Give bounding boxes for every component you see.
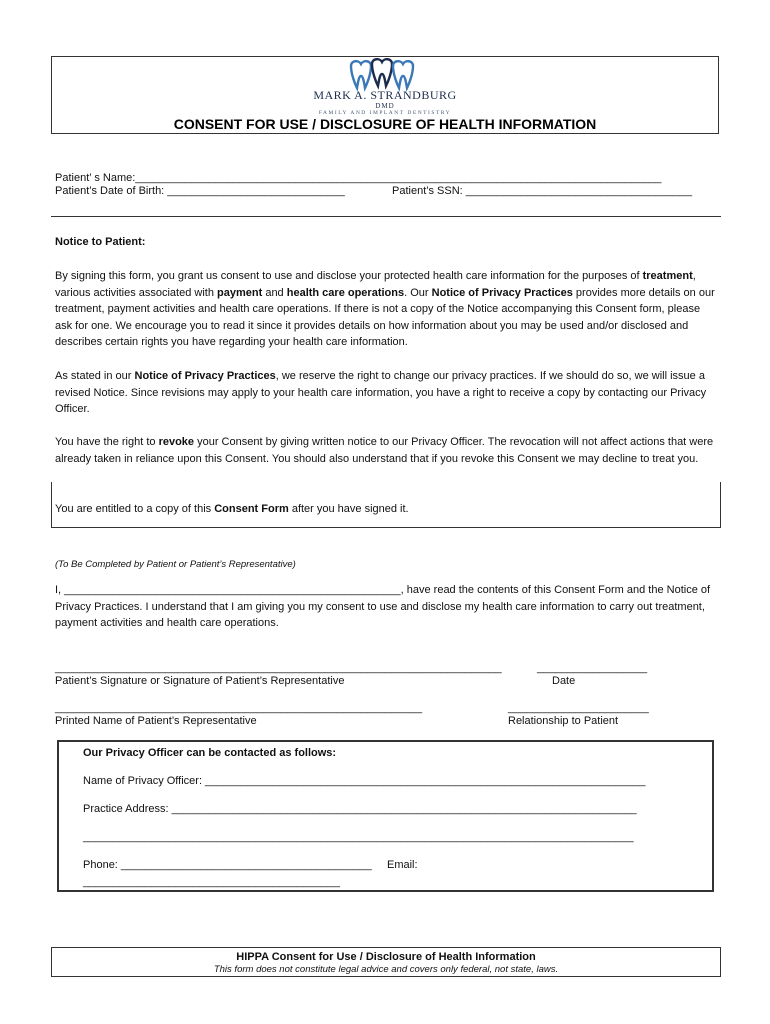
completion-instruction: (To Be Completed by Patient or Patient’s Representative) <box>55 559 296 570</box>
practice-logo <box>300 58 470 116</box>
email-field[interactable]: __________________________________________ <box>83 876 340 888</box>
privacy-officer-heading: Our Privacy Officer can be contacted as follows: <box>83 747 337 759</box>
printed-name-line[interactable]: ____________________________________________________________ <box>55 702 423 714</box>
bold-term: payment <box>217 286 263 299</box>
text-run: after you have signed it. <box>288 503 409 515</box>
signature-line[interactable]: _________________________________________________________________________ <box>55 662 502 674</box>
practice-address-field[interactable]: Practice Address: ____________________________________________________________________________ <box>83 803 637 815</box>
notice-paragraph-4 <box>55 501 720 518</box>
footer-title: HIPPA Consent for Use / Disclosure of Health Information <box>236 951 536 963</box>
text-run: , various activities associated with <box>55 270 696 299</box>
text-run: By signing this form, you grant us consent to use and disclose your protected health care information for the purposes of <box>55 270 643 282</box>
date-label: Date <box>552 675 576 687</box>
privacy-officer-name-field[interactable]: Name of Privacy Officer: ________________________________________________________________________ <box>83 775 646 787</box>
bracket-bottom <box>51 527 721 528</box>
relationship-line[interactable]: _______________________ <box>508 702 649 714</box>
bracket-left <box>51 482 52 528</box>
page-title: CONSENT FOR USE / DISCLOSURE OF HEALTH INFORMATION <box>173 116 597 132</box>
bracket-right <box>720 482 721 528</box>
bold-term: health care operations <box>286 286 405 299</box>
patient-ssn-field[interactable]: Patient’s SSN: _____________________________________ <box>392 185 693 197</box>
consent-statement[interactable]: I, _______________________________________________________, have read the contents of this Consent Form and the Notice of Privacy Practices. I understand that I am giving you my consent to use and disclose my health care information to carry out treatment, payment activities and health care operations. <box>55 584 711 629</box>
footer-disclaimer: This form does not constitute legal advice and covers only federal, not state, laws. <box>213 964 559 975</box>
printed-name-label: Printed Name of Patient’s Representative <box>55 715 257 727</box>
text-run: , we reserve the right to change our privacy practices. If we should do so, we will issue a revised Notice. Since revisions may apply to your health care information, you have a right to receive a copy by contacting our Privacy Officer. <box>55 370 707 415</box>
section-divider <box>51 216 721 217</box>
bold-term: treatment <box>642 270 693 282</box>
bold-term: Notice of Privacy Practices <box>431 286 573 299</box>
relationship-label: Relationship to Patient <box>508 715 619 727</box>
text-run: your Consent by giving written notice to our Privacy Officer. The revocation will not affect actions that were already taken in reliance upon this Consent. You should also understand that if you revoke this Consent we may decline to treat you. <box>55 436 714 465</box>
date-line[interactable]: __________________ <box>537 662 648 674</box>
phone-field[interactable]: Phone: _________________________________________ <box>83 859 372 871</box>
teeth-logo-icon <box>345 58 425 92</box>
notice-paragraph-3 <box>55 434 720 467</box>
text-run: . Our <box>404 286 432 299</box>
practice-address-field-2[interactable]: __________________________________________________________________________________________ <box>83 831 634 843</box>
logo-name: MARK A. STRANDBURG <box>313 88 457 102</box>
text-run: As stated in our <box>55 370 135 382</box>
notice-paragraph-1 <box>55 268 720 351</box>
text-run: provides more details on our treatment, payment activities and health care operations. If there is not a copy of the Notice accompanying this Consent form, please ask for one. We encourage you to read it since it provides details on how information about you may be used and/or disclosed and describes certain rights you have regarding your health care information. <box>55 286 715 348</box>
bold-term: Notice of Privacy Practices <box>134 370 276 382</box>
email-label: Email: <box>387 859 418 871</box>
text-run: You have the right to <box>55 436 159 448</box>
bold-term: revoke <box>158 436 195 448</box>
notice-heading: Notice to Patient: <box>55 236 146 248</box>
text-run: You are entitled to a copy of this <box>55 503 215 515</box>
notice-paragraph-2 <box>55 368 720 418</box>
patient-name-field[interactable]: Patient’ s Name:______________________________________________________________________________________ <box>55 172 662 184</box>
bold-term: Consent Form <box>214 503 289 515</box>
logo-credential: DMD <box>375 102 395 110</box>
patient-dob-field[interactable]: Patient’s Date of Birth: _____________________________ <box>55 185 345 197</box>
text-run: and <box>262 286 287 299</box>
logo-subtitle: FAMILY AND IMPLANT DENTISTRY <box>318 110 452 116</box>
signature-label: Patient’s Signature or Signature of Patient’s Representative <box>55 675 345 687</box>
